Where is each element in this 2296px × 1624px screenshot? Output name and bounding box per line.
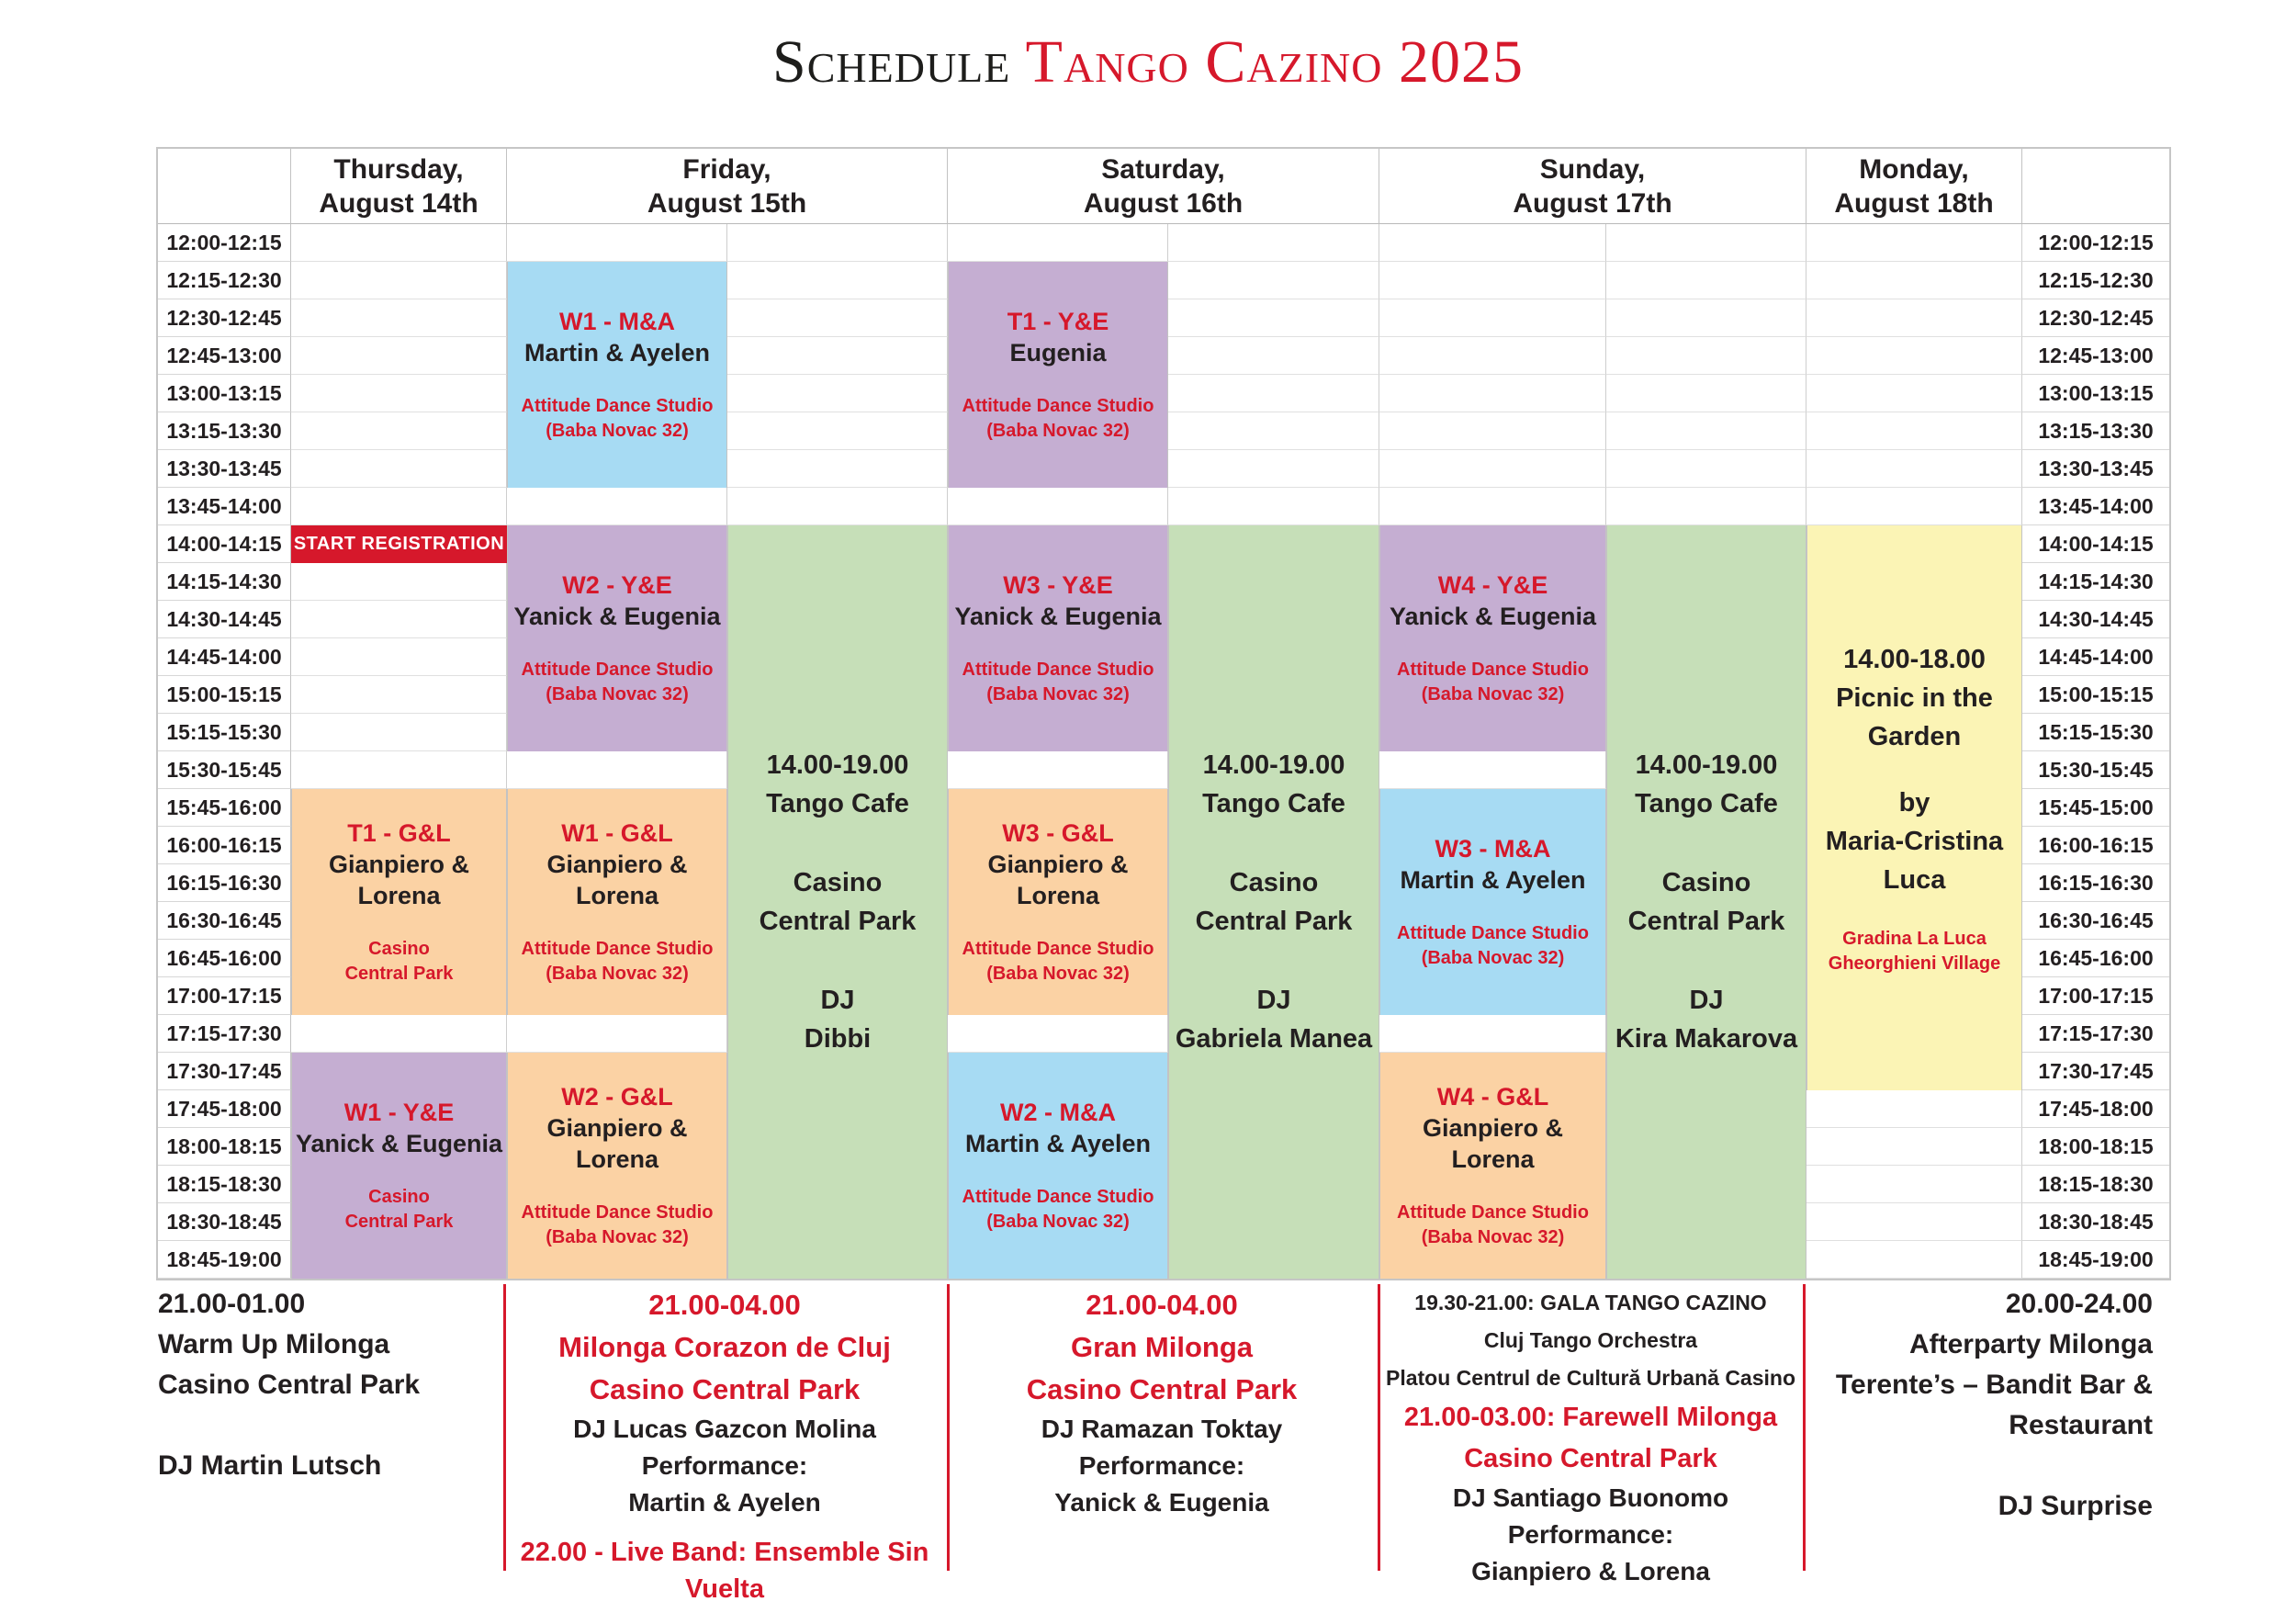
grid-cell — [1806, 375, 2022, 412]
event-teachers: Gianpiero & Lorena — [546, 851, 688, 909]
day-header-friday — [507, 149, 948, 224]
time-slot-left: 14:15-14:30 — [158, 563, 291, 601]
grid-cell — [1606, 224, 1806, 262]
picnic-host-line: by — [1898, 787, 1930, 818]
event-venue-line: Attitude Dance Studio — [962, 1187, 1154, 1207]
grid-cell — [1806, 1241, 2022, 1279]
time-slot-right: 13:15-13:30 — [2022, 412, 2169, 450]
time-slot-right: 18:30-18:45 — [2022, 1203, 2169, 1241]
grid-cell — [291, 601, 507, 638]
title-event-name: Tango Cazino 2025 — [1025, 28, 1524, 96]
time-slot-right: 17:15-17:30 — [2022, 1015, 2169, 1053]
day-name: Monday, — [1859, 153, 1969, 185]
footer-line: Milonga Corazon de Cluj — [558, 1331, 891, 1363]
footer-line: 21.00-03.00: Farewell Milonga — [1403, 1403, 1778, 1432]
grid-cell — [1606, 450, 1806, 488]
footer-line: DJ Lucas Gazcon Molina — [573, 1415, 876, 1443]
grid-cell — [948, 1015, 1168, 1053]
picnic-host-line: Maria-Cristina — [1825, 826, 2004, 856]
grid-cell — [1379, 262, 1606, 299]
time-slot-left: 14:00-14:15 — [158, 525, 291, 563]
time-slot-left: 15:00-15:15 — [158, 676, 291, 714]
footer-sunday — [1385, 1284, 1796, 1590]
time-slot-left: 16:00-16:15 — [158, 827, 291, 864]
event-block-sun-w4-gl — [1379, 1053, 1606, 1279]
grid-cell — [291, 337, 507, 375]
cafe-venue-line: Casino — [793, 868, 883, 897]
time-slot-left: 14:30-14:45 — [158, 601, 291, 638]
footer-line — [1811, 1446, 2153, 1486]
event-code: W2 - M&A — [1000, 1099, 1116, 1126]
grid-cell — [507, 488, 727, 525]
event-block-sun-w3-ma — [1379, 789, 1606, 1015]
time-slot-left: 17:45-18:00 — [158, 1090, 291, 1128]
footer-line: Cluj Tango Orchestra — [1483, 1328, 1698, 1352]
event-teachers: Eugenia — [1009, 339, 1107, 367]
cafe-venue-line: Casino — [1661, 868, 1751, 897]
grid-cell — [291, 714, 507, 751]
day-name: Thursday, — [333, 153, 464, 185]
cafe-name: Tango Cafe — [1635, 789, 1778, 818]
event-venue-line: (Baba Novac 32) — [986, 964, 1130, 984]
time-slot-left: 17:00-17:15 — [158, 977, 291, 1015]
title-schedule-word: Schedule — [772, 28, 1026, 96]
time-slot-left: 16:30-16:45 — [158, 902, 291, 940]
picnic-host-line: Luca — [1883, 864, 1946, 895]
grid-cell — [948, 224, 1168, 262]
grid-cell — [727, 375, 948, 412]
event-code: W3 - G&L — [1002, 819, 1114, 847]
cafe-venue-line: Casino — [1229, 868, 1319, 897]
footer-line: DJ Santiago Buonomo — [1452, 1483, 1729, 1512]
cafe-time: 14.00-19.00 — [766, 750, 909, 780]
event-block-fri-w2-ye — [507, 525, 727, 751]
event-teachers: Martin & Ayelen — [1400, 866, 1586, 894]
grid-cell — [1168, 299, 1379, 337]
event-venue-line: (Baba Novac 32) — [986, 684, 1130, 705]
event-teachers: Yanick & Eugenia — [513, 603, 721, 630]
cafe-dj-line: DJ — [1689, 986, 1724, 1015]
day-header-sunday — [1379, 149, 1806, 224]
event-code: W2 - Y&E — [562, 571, 672, 599]
grid-cell — [1806, 450, 2022, 488]
event-teachers: Martin & Ayelen — [964, 1130, 1152, 1157]
footer-monday — [1811, 1284, 2153, 1527]
grid-cell — [1806, 224, 2022, 262]
event-block-sat-w2-ma — [948, 1053, 1168, 1279]
day-date: August 16th — [1083, 187, 1244, 219]
time-slot-left: 13:00-13:15 — [158, 375, 291, 412]
event-teachers: Martin & Ayelen — [523, 339, 711, 367]
event-teachers: Yanick & Eugenia — [295, 1130, 503, 1157]
cafe-name: Tango Cafe — [766, 789, 909, 818]
event-block-sat-cafe — [1168, 525, 1379, 1279]
cafe-dj-line: Gabriela Manea — [1175, 1024, 1373, 1054]
time-slot-right: 12:45-13:00 — [2022, 337, 2169, 375]
grid-cell — [727, 224, 948, 262]
time-slot-left: 13:30-13:45 — [158, 450, 291, 488]
event-code: W1 - M&A — [559, 308, 675, 335]
grid-cell — [727, 299, 948, 337]
time-column-header-left — [158, 149, 291, 224]
day-header-monday — [1806, 149, 2022, 224]
grid-cell — [1379, 751, 1606, 789]
schedule-grid — [156, 147, 2171, 1280]
grid-cell — [1806, 488, 2022, 525]
time-slot-right: 15:30-15:45 — [2022, 751, 2169, 789]
event-code: W2 - G&L — [561, 1083, 673, 1111]
grid-cell — [291, 563, 507, 601]
event-code: T1 - G&L — [347, 819, 451, 847]
grid-cell — [1379, 224, 1606, 262]
footer-friday — [511, 1284, 939, 1607]
footer-line: Platou Centrul de Cultură Urbană Casino — [1386, 1366, 1795, 1390]
event-teachers: Gianpiero & Lorena — [328, 851, 470, 909]
grid-cell — [1379, 488, 1606, 525]
event-venue-line: (Baba Novac 32) — [546, 684, 689, 705]
grid-cell — [1168, 412, 1379, 450]
footer-line: DJ Martin Lutsch — [158, 1450, 382, 1481]
time-slot-left: 18:45-19:00 — [158, 1241, 291, 1279]
time-slot-left: 17:15-17:30 — [158, 1015, 291, 1053]
grid-cell — [1606, 299, 1806, 337]
grid-cell — [1379, 337, 1606, 375]
picnic-title-line: Garden — [1867, 721, 1962, 751]
grid-cell — [1606, 262, 1806, 299]
day-header-saturday — [948, 149, 1379, 224]
footer-line: Performance: — [1078, 1451, 1245, 1480]
time-slot-right: 16:15-16:30 — [2022, 864, 2169, 902]
footer-line: Gran Milonga — [1070, 1331, 1254, 1363]
event-block-fri-w1-ma — [507, 262, 727, 488]
event-venue-line: Central Park — [344, 964, 454, 984]
footer-line: Casino Central Park — [1464, 1444, 1717, 1473]
cafe-dj-line: Kira Makarova — [1615, 1024, 1798, 1054]
day-date: August 17th — [1513, 187, 1672, 219]
time-slot-right: 13:45-14:00 — [2022, 488, 2169, 525]
grid-cell — [1806, 1166, 2022, 1203]
time-slot-right: 17:00-17:15 — [2022, 977, 2169, 1015]
grid-cell — [948, 751, 1168, 789]
event-venue-line: (Baba Novac 32) — [986, 421, 1130, 441]
time-slot-right: 15:00-15:15 — [2022, 676, 2169, 714]
footer-line: 20.00-24.00 — [2005, 1289, 2153, 1319]
footer-line: DJ Surprise — [1998, 1491, 2153, 1521]
grid-cell — [727, 450, 948, 488]
grid-cell — [1606, 375, 1806, 412]
event-block-thu-w1-ye — [291, 1053, 507, 1279]
event-teachers: Yanick & Eugenia — [1389, 603, 1597, 630]
grid-cell — [1806, 337, 2022, 375]
grid-cell — [291, 412, 507, 450]
footer-line: Martin & Ayelen — [628, 1488, 821, 1517]
time-slot-left: 18:30-18:45 — [158, 1203, 291, 1241]
event-block-fri-w2-gl — [507, 1053, 727, 1279]
event-venue-line: Attitude Dance Studio — [962, 660, 1154, 680]
cafe-dj-line: DJ — [1256, 986, 1291, 1015]
day-name: Friday, — [682, 153, 771, 185]
footer-line: Restaurant — [2009, 1410, 2153, 1440]
cafe-venue-line: Central Park — [759, 907, 917, 936]
event-block-sun-cafe — [1606, 525, 1806, 1279]
event-code: W1 - G&L — [561, 819, 673, 847]
grid-cell — [727, 262, 948, 299]
event-venue-line: Attitude Dance Studio — [1397, 1202, 1589, 1223]
time-slot-right: 16:45-16:00 — [2022, 940, 2169, 977]
event-venue-line: Attitude Dance Studio — [962, 939, 1154, 959]
time-slot-left: 16:45-16:00 — [158, 940, 291, 977]
grid-cell — [1606, 337, 1806, 375]
time-slot-right: 17:30-17:45 — [2022, 1053, 2169, 1090]
day-name: Saturday, — [1101, 153, 1225, 185]
time-column-header-right — [2022, 149, 2169, 224]
grid-cell — [1379, 299, 1606, 337]
event-block-sat-w3-ye — [948, 525, 1168, 751]
grid-cell — [727, 488, 948, 525]
grid-cell — [948, 488, 1168, 525]
time-slot-left: 18:15-18:30 — [158, 1166, 291, 1203]
time-slot-left: 15:45-16:00 — [158, 789, 291, 827]
time-slot-right: 16:00-16:15 — [2022, 827, 2169, 864]
cafe-name: Tango Cafe — [1202, 789, 1345, 818]
day-date: August 18th — [1834, 187, 1994, 219]
event-venue-line: Attitude Dance Studio — [521, 396, 714, 416]
picnic-title-line: 14.00-18.00 — [1843, 644, 1986, 674]
day-name: Sunday, — [1539, 153, 1646, 185]
time-slot-left: 13:45-14:00 — [158, 488, 291, 525]
footer-line: 22.00 - Live Band: Ensemble Sin Vuelta — [520, 1538, 929, 1604]
event-block-sat-t1-ye — [948, 262, 1168, 488]
picnic-venue-line: Gradina La Luca — [1842, 928, 1986, 949]
footer-line — [158, 1405, 498, 1446]
day-header-thursday — [291, 149, 507, 224]
grid-cell — [1168, 450, 1379, 488]
day-date: August 14th — [319, 187, 478, 219]
footer-line: 21.00-04.00 — [1086, 1289, 1238, 1321]
grid-cell — [1168, 375, 1379, 412]
page-title — [0, 28, 2296, 97]
footer-line: 21.00-01.00 — [158, 1289, 306, 1319]
cafe-venue-line: Central Park — [1195, 907, 1353, 936]
grid-cell — [1168, 224, 1379, 262]
event-block-sat-w3-gl — [948, 789, 1168, 1015]
event-venue-line: (Baba Novac 32) — [546, 964, 689, 984]
event-venue-line: Attitude Dance Studio — [521, 939, 714, 959]
grid-cell — [291, 262, 507, 299]
time-slot-right: 18:15-18:30 — [2022, 1166, 2169, 1203]
footer-line: DJ Ramazan Toktay — [1041, 1415, 1283, 1443]
grid-cell — [291, 1015, 507, 1053]
grid-cell — [727, 412, 948, 450]
footer-line: Performance: — [1507, 1520, 1674, 1549]
time-slot-left: 12:00-12:15 — [158, 224, 291, 262]
event-block-fri-w1-gl — [507, 789, 727, 1015]
event-venue-line: Central Park — [344, 1212, 454, 1232]
event-venue-line: (Baba Novac 32) — [986, 1212, 1130, 1232]
time-slot-right: 14:00-14:15 — [2022, 525, 2169, 563]
grid-cell — [291, 488, 507, 525]
event-code: W4 - G&L — [1436, 1083, 1549, 1111]
event-teachers: Gianpiero & Lorena — [987, 851, 1129, 909]
time-slot-left: 12:15-12:30 — [158, 262, 291, 299]
footer-line: Afterparty Milonga — [1908, 1329, 2153, 1359]
grid-cell — [291, 224, 507, 262]
cafe-time: 14.00-19.00 — [1635, 750, 1778, 780]
event-code: W3 - Y&E — [1003, 571, 1113, 599]
grid-cell — [1379, 375, 1606, 412]
event-block-fri-cafe — [727, 525, 948, 1279]
grid-cell — [1379, 1015, 1606, 1053]
grid-cell — [1806, 1090, 2022, 1128]
event-venue-line: Attitude Dance Studio — [521, 1202, 714, 1223]
time-slot-right: 15:15-15:30 — [2022, 714, 2169, 751]
event-block-sun-w4-ye — [1379, 525, 1606, 751]
grid-cell — [507, 224, 727, 262]
grid-cell — [291, 751, 507, 789]
footer-line: Casino Central Park — [1026, 1373, 1298, 1405]
event-teachers: Gianpiero & Lorena — [546, 1114, 688, 1173]
time-slot-left: 16:15-16:30 — [158, 864, 291, 902]
event-venue-line: (Baba Novac 32) — [1421, 684, 1565, 705]
time-slot-right: 16:30-16:45 — [2022, 902, 2169, 940]
start-registration-banner: START REGISTRATION — [291, 525, 507, 563]
time-slot-left: 13:15-13:30 — [158, 412, 291, 450]
grid-cell — [1168, 337, 1379, 375]
time-slot-left: 12:30-12:45 — [158, 299, 291, 337]
time-slot-right: 17:45-18:00 — [2022, 1090, 2169, 1128]
picnic-title-line: Picnic in the — [1836, 682, 1993, 713]
grid-cell — [291, 299, 507, 337]
cafe-dj-line: Dibbi — [804, 1024, 872, 1054]
grid-cell — [1168, 488, 1379, 525]
event-teachers: Yanick & Eugenia — [954, 603, 1162, 630]
event-teachers: Gianpiero & Lorena — [1422, 1114, 1564, 1173]
time-slot-left: 18:00-18:15 — [158, 1128, 291, 1166]
event-venue-line: Attitude Dance Studio — [1397, 660, 1589, 680]
grid-cell — [291, 638, 507, 676]
time-slot-right: 12:15-12:30 — [2022, 262, 2169, 299]
time-slot-right: 12:30-12:45 — [2022, 299, 2169, 337]
picnic-venue-line: Gheorghieni Village — [1828, 953, 2001, 974]
time-slot-right: 13:00-13:15 — [2022, 375, 2169, 412]
grid-cell — [1379, 412, 1606, 450]
grid-cell — [1606, 412, 1806, 450]
event-code: W1 - Y&E — [343, 1099, 455, 1126]
grid-cell — [1168, 262, 1379, 299]
grid-cell — [291, 676, 507, 714]
grid-cell — [1806, 1203, 2022, 1241]
footer-line: 19.30-21.00: GALA TANGO CAZINO — [1414, 1291, 1767, 1314]
time-slot-right: 14:45-14:00 — [2022, 638, 2169, 676]
time-slot-right: 15:45-15:00 — [2022, 789, 2169, 827]
footer-divider — [503, 1284, 506, 1571]
grid-cell — [1806, 299, 2022, 337]
grid-cell — [507, 1015, 727, 1053]
event-block-thu-t1-gl — [291, 789, 507, 1015]
cafe-venue-line: Central Park — [1627, 907, 1785, 936]
event-venue-line: Casino — [368, 1187, 430, 1207]
cafe-dj-line: DJ — [820, 986, 855, 1015]
event-block-mon-picnic — [1806, 525, 2022, 1090]
footer-line: Gianpiero & Lorena — [1471, 1557, 1710, 1585]
grid-cell — [1806, 262, 2022, 299]
footer-line: Yanick & Eugenia — [1054, 1488, 1269, 1517]
footer-divider — [947, 1284, 950, 1571]
time-slot-left: 17:30-17:45 — [158, 1053, 291, 1090]
event-code: T1 - Y&E — [1007, 308, 1109, 335]
grid-cell — [507, 751, 727, 789]
footer-saturday — [953, 1284, 1370, 1521]
grid-cell — [727, 337, 948, 375]
footer-divider — [1378, 1284, 1380, 1571]
grid-cell — [291, 375, 507, 412]
time-slot-left: 12:45-13:00 — [158, 337, 291, 375]
event-code: W4 - Y&E — [1437, 571, 1548, 599]
time-slot-right: 14:15-14:30 — [2022, 563, 2169, 601]
event-venue-line: (Baba Novac 32) — [1421, 948, 1565, 968]
event-venue-line: Attitude Dance Studio — [1397, 923, 1589, 943]
event-venue-line: (Baba Novac 32) — [546, 1227, 689, 1247]
time-slot-right: 12:00-12:15 — [2022, 224, 2169, 262]
time-slot-right: 18:00-18:15 — [2022, 1128, 2169, 1166]
event-venue-line: Attitude Dance Studio — [962, 396, 1154, 416]
day-date: August 15th — [647, 187, 807, 219]
footer-line: Casino Central Park — [589, 1373, 861, 1405]
footer-line: Casino Central Park — [158, 1370, 421, 1400]
event-venue-line: (Baba Novac 32) — [1421, 1227, 1565, 1247]
event-code: W3 - M&A — [1435, 835, 1551, 863]
event-venue-line: (Baba Novac 32) — [546, 421, 689, 441]
footer-line: Performance: — [641, 1451, 808, 1480]
footer-line: Terente’s – Bandit Bar & — [1835, 1370, 2153, 1400]
time-slot-right: 13:30-13:45 — [2022, 450, 2169, 488]
grid-cell — [1606, 488, 1806, 525]
grid-cell — [1806, 1128, 2022, 1166]
footer-line: Warm Up Milonga — [158, 1329, 390, 1359]
footer-thursday — [158, 1284, 498, 1486]
footer-divider — [1803, 1284, 1806, 1571]
footer-line: 21.00-04.00 — [648, 1289, 801, 1321]
event-venue-line: Casino — [368, 939, 430, 959]
time-slot-right: 14:30-14:45 — [2022, 601, 2169, 638]
event-venue-line: Attitude Dance Studio — [521, 660, 714, 680]
time-slot-left: 15:30-15:45 — [158, 751, 291, 789]
time-slot-right: 18:45-19:00 — [2022, 1241, 2169, 1279]
grid-cell — [291, 450, 507, 488]
grid-cell — [1379, 450, 1606, 488]
time-slot-left: 14:45-14:00 — [158, 638, 291, 676]
grid-cell — [1806, 412, 2022, 450]
cafe-time: 14.00-19.00 — [1202, 750, 1345, 780]
time-slot-left: 15:15-15:30 — [158, 714, 291, 751]
